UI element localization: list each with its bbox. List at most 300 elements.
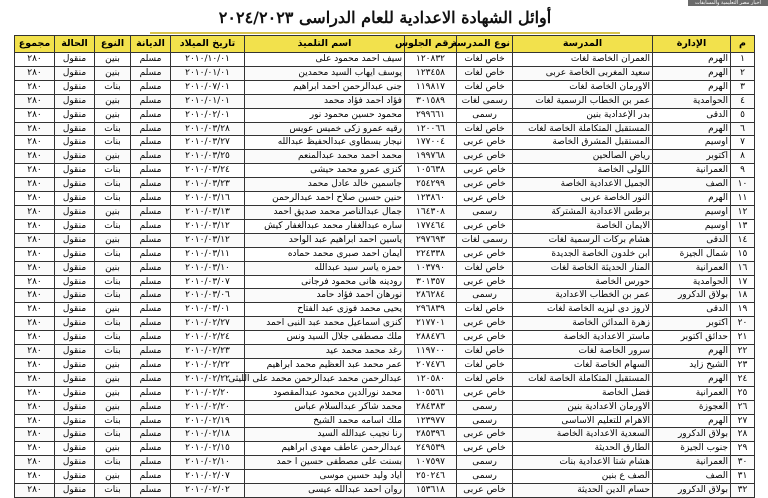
col-total-cell: ٢٨٠ [15, 331, 55, 345]
col-student-name-cell: نيجار بسطاوى عبدالحفيظ عبدالله [245, 136, 405, 150]
col-gender-cell: بنين [95, 205, 131, 219]
col-directorate-cell: الصف [653, 470, 731, 484]
table-row [15, 178, 755, 192]
col-religion-cell: مسلم [131, 122, 171, 136]
table-row [15, 331, 755, 345]
col-gender-cell: بنين [95, 66, 131, 80]
col-total-cell: ٢٨٠ [15, 192, 55, 206]
col-school-cell: الاورمان الاعدادية بنين [513, 400, 653, 414]
col-seat-number-cell: ١٢٣٨٦٠ [405, 192, 457, 206]
col-seat-number-cell: ٢٨٦٢٨٤ [405, 289, 457, 303]
col-directorate-cell: اوسيم [653, 205, 731, 219]
table-row [15, 164, 755, 178]
col-school-type-cell: خاص لغات [457, 80, 513, 94]
col-birth-date-cell: ٢٠١٠/٠٢/١٥ [171, 442, 245, 456]
col-seat-number-cell: ٢٨٤٣٨٣ [405, 400, 457, 414]
col-gender-cell: بنات [95, 317, 131, 331]
col-gender-cell: بنين [95, 108, 131, 122]
col-status-cell: منقول [55, 178, 95, 192]
col-total-cell: ٢٨٠ [15, 428, 55, 442]
col-school-cell: حسام الدين الحديثة [513, 484, 653, 498]
col-total-cell: ٢٨٠ [15, 247, 55, 261]
col-school-type-cell: خاص عربى [457, 317, 513, 331]
col-status-cell: منقول [55, 400, 95, 414]
col-status-cell: منقول [55, 442, 95, 456]
col-directorate-cell: الهرم [653, 53, 731, 67]
col-seat-number-cell: ٢١٧٧٠١ [405, 317, 457, 331]
table-row [15, 136, 755, 150]
col-birth-date-cell: ٢٠١٠/٠٣/١٠ [171, 261, 245, 275]
col-religion-cell: مسلم [131, 275, 171, 289]
col-school-type-cell: خاص لغات [457, 122, 513, 136]
col-school-cell: سعيد المغربى الخاصة عربى [513, 66, 653, 80]
table-row [15, 94, 755, 108]
col-gender-cell: بنات [95, 414, 131, 428]
corner-watermark-label: اخبار مصر التعليمية والمسابقات [688, 0, 768, 6]
col-school-type-cell: خاص عربى [457, 428, 513, 442]
col-religion-cell: مسلم [131, 164, 171, 178]
col-school-cell: اللولى الخاصة [513, 164, 653, 178]
col-school-cell: ماستر الاعدادية الخاصة [513, 331, 653, 345]
col-directorate-cell: العمرانية [653, 164, 731, 178]
col-student-name-cell: حمزه ياسر سيد عبدالله [245, 261, 405, 275]
col-directorate-cell: الحوامدية [653, 94, 731, 108]
col-school-cell: الايمان الخاصة [513, 219, 653, 233]
col-birth-date-cell: ٢٠١٠/٠٣/٢٤ [171, 164, 245, 178]
col-status-cell: منقول [55, 80, 95, 94]
col-total-cell: ٢٨٠ [15, 442, 55, 456]
col-index-cell: ٢ [731, 66, 755, 80]
col-index-cell: ١٢ [731, 205, 755, 219]
col-index-cell: ١٥ [731, 247, 755, 261]
col-birth-date-cell: ٢٠١٠/٠٢/١٨ [171, 428, 245, 442]
col-gender-cell: بنات [95, 178, 131, 192]
col-total-cell: ٢٨٠ [15, 400, 55, 414]
table-row [15, 428, 755, 442]
col-student-name-cell: بسنت على مصطفى حسين ا حمد [245, 456, 405, 470]
col-birth-date-cell: ٢٠١٠/٠٣/١٣ [171, 205, 245, 219]
col-gender-cell: بنات [95, 192, 131, 206]
col-directorate-cell: جنوب الجيزة [653, 442, 731, 456]
col-gender-cell: بنين [95, 442, 131, 456]
col-school-cell: المنار الحديثة الخاصة لغات [513, 261, 653, 275]
col-school-cell: الاورمان الخاصة لغات [513, 80, 653, 94]
table-row [15, 442, 755, 456]
col-school-cell: المستقبل المتكاملة الخاصة لغات [513, 372, 653, 386]
col-birth-date-cell: ٢٠١٠/٠٣/٠٦ [171, 289, 245, 303]
col-school-type-cell: خاص عربى [457, 150, 513, 164]
col-total-cell: ٢٨٠ [15, 484, 55, 498]
col-total-cell: ٢٨٠ [15, 470, 55, 484]
col-student-name-cell: رنا نجيب عبدالله السيد [245, 428, 405, 442]
col-index-cell: ٩ [731, 164, 755, 178]
col-index-cell: ٢٩ [731, 442, 755, 456]
col-seat-number-cell: ٢٤٩٥٣٩ [405, 442, 457, 456]
col-index-cell: ١٤ [731, 233, 755, 247]
col-directorate-cell: بولاق الدكرور [653, 428, 731, 442]
col-index-cell: ٣٠ [731, 456, 755, 470]
table-row [15, 80, 755, 94]
col-gender-cell: بنات [95, 456, 131, 470]
col-total-cell: ٢٨٠ [15, 94, 55, 108]
col-school-cell: هشام بركات الرسمية لغات [513, 233, 653, 247]
col-directorate-cell: اكتوبر [653, 317, 731, 331]
col-gender-cell: بنات [95, 247, 131, 261]
col-birth-date-cell: ٢٠١٠/٠١/٠١ [171, 66, 245, 80]
col-gender-cell: بنين [95, 150, 131, 164]
col-school-cell: هشام شتا الاعدادية بنات [513, 456, 653, 470]
col-index-cell: ٣١ [731, 470, 755, 484]
col-school-header: المدرسة [513, 36, 653, 53]
col-gender-cell: بنات [95, 122, 131, 136]
col-student-name-cell: محمد احمد محمد عبدالمنعم [245, 150, 405, 164]
col-religion-cell: مسلم [131, 80, 171, 94]
col-seat-number-cell: ٣٠١٥٨٩ [405, 94, 457, 108]
col-seat-number-cell: ١٠٥٥٦١ [405, 386, 457, 400]
col-gender-cell: بنات [95, 80, 131, 94]
col-birth-date-cell: ٢٠١٠/٠٢/١٩ [171, 414, 245, 428]
col-seat-number-cell: ٢٨٨٤٧٦ [405, 331, 457, 345]
col-school-cell: المستقبل المتكاملة الخاصة لغات [513, 122, 653, 136]
col-total-cell: ٢٨٠ [15, 358, 55, 372]
col-status-cell: منقول [55, 331, 95, 345]
table-row [15, 358, 755, 372]
col-total-cell: ٢٨٠ [15, 219, 55, 233]
col-gender-cell: بنات [95, 484, 131, 498]
col-school-cell: لاروز دى ليزيه الخاصة لغات [513, 303, 653, 317]
col-school-type-cell: خاص عربى [457, 164, 513, 178]
col-birth-date-cell: ٢٠١٠/٠٢/٢٠ [171, 386, 245, 400]
col-religion-cell: مسلم [131, 178, 171, 192]
col-school-type-cell: خاص لغات [457, 345, 513, 359]
col-directorate-cell: اكتوبر [653, 150, 731, 164]
col-school-type-cell: خاص عربى [457, 247, 513, 261]
col-status-cell: منقول [55, 53, 95, 67]
col-religion-cell: مسلم [131, 470, 171, 484]
col-school-type-cell: خاص عربى [457, 484, 513, 498]
col-school-type-cell: خاص لغات [457, 303, 513, 317]
col-school-cell: السهام الخاصة لغات [513, 358, 653, 372]
col-directorate-cell: الشيخ زايد [653, 358, 731, 372]
col-school-cell: عمر بن الخطاب الرسمية لغات [513, 94, 653, 108]
col-school-cell: رياض الصالحين [513, 150, 653, 164]
table-row [15, 456, 755, 470]
col-student-name-cell: نورهان احمد فؤاد حامد [245, 289, 405, 303]
col-index-cell: ٢١ [731, 331, 755, 345]
col-directorate-cell: العمرانية [653, 261, 731, 275]
col-religion-cell: مسلم [131, 192, 171, 206]
col-student-name-cell: عبدالرحمن عاطف مهدى ابراهيم [245, 442, 405, 456]
col-school-cell: حورس الخاصة [513, 275, 653, 289]
col-gender-cell: بنين [95, 261, 131, 275]
col-status-cell: منقول [55, 219, 95, 233]
col-school-type-cell: رسمى [457, 400, 513, 414]
col-total-cell: ٢٨٠ [15, 233, 55, 247]
col-status-cell: منقول [55, 108, 95, 122]
col-total-cell: ٢٨٠ [15, 275, 55, 289]
col-school-cell: بدر الإعدادية بنين [513, 108, 653, 122]
col-index-cell: ٨ [731, 150, 755, 164]
col-directorate-cell: الهرم [653, 192, 731, 206]
col-birth-date-cell: ٢٠١٠/٠٣/١٦ [171, 192, 245, 206]
table-row [15, 275, 755, 289]
col-index-cell: ١٦ [731, 261, 755, 275]
col-religion-cell: مسلم [131, 219, 171, 233]
col-school-type-cell: رسمى [457, 205, 513, 219]
col-school-type-cell: خاص عربى [457, 192, 513, 206]
col-school-cell: الصف ع بنين [513, 470, 653, 484]
col-school-type-cell: خاص عربى [457, 442, 513, 456]
col-seat-number-cell: ٢٥٠٢٤٦ [405, 470, 457, 484]
col-seat-number-cell: ١٢٠٨٣٢ [405, 53, 457, 67]
col-directorate-cell: العمرانية [653, 456, 731, 470]
col-status-cell: منقول [55, 205, 95, 219]
col-directorate-cell: العمرانية [653, 386, 731, 400]
col-index-cell: ١٧ [731, 275, 755, 289]
col-total-cell: ٢٨٠ [15, 372, 55, 386]
table-row [15, 372, 755, 386]
col-index-cell: ١٠ [731, 178, 755, 192]
col-seat-number-cell: ٢٥٤٢٩٩ [405, 178, 457, 192]
col-birth-date-cell: ٢٠١٠/٠٣/٢٨ [171, 122, 245, 136]
col-gender-header: النوع [95, 36, 131, 53]
col-directorate-cell: بولاق الدكرور [653, 289, 731, 303]
table-row [15, 247, 755, 261]
col-student-name-cell: ايمان احمد صبرى محمد حماده [245, 247, 405, 261]
col-gender-cell: بنات [95, 331, 131, 345]
col-total-cell: ٢٨٠ [15, 456, 55, 470]
col-birth-date-cell: ٢٠١٠/٠٢/٢٧ [171, 317, 245, 331]
col-status-cell: منقول [55, 122, 95, 136]
col-index-cell: ١ [731, 53, 755, 67]
col-student-name-cell: جنى عبدالرحمن احمد ابراهيم [245, 80, 405, 94]
col-index-cell: ٢٣ [731, 358, 755, 372]
col-index-cell: ٦ [731, 122, 755, 136]
col-status-cell: منقول [55, 428, 95, 442]
col-status-cell: منقول [55, 345, 95, 359]
col-birth-date-cell: ٢٠١٠/٠٣/٠١ [171, 303, 245, 317]
col-school-cell: الجميل الاعدادية الخاصة [513, 178, 653, 192]
col-directorate-cell: حدائق اكتوبر [653, 331, 731, 345]
col-gender-cell: بنين [95, 386, 131, 400]
col-total-cell: ٢٨٠ [15, 205, 55, 219]
col-gender-cell: بنات [95, 289, 131, 303]
col-birth-date-header: تاريخ الميلاد [171, 36, 245, 53]
col-birth-date-cell: ٢٠١٠/٠١/٠١ [171, 94, 245, 108]
col-index-cell: ٢٨ [731, 428, 755, 442]
col-seat-number-cell: ١٠٣٧٩٠ [405, 261, 457, 275]
col-student-name-cell: اياد وليد حسين موسى [245, 470, 405, 484]
col-directorate-cell: الهرم [653, 345, 731, 359]
col-school-type-cell: خاص عربى [457, 219, 513, 233]
col-directorate-cell: الهرم [653, 414, 731, 428]
col-status-header: الحالة [55, 36, 95, 53]
col-status-cell: منقول [55, 150, 95, 164]
col-seat-number-cell: ١٠٥٦٣٨ [405, 164, 457, 178]
col-index-cell: ١١ [731, 192, 755, 206]
col-school-type-cell: خاص لغات [457, 53, 513, 67]
table-body [15, 53, 755, 498]
col-student-name-cell: فؤاد احمد فؤاد محمد [245, 94, 405, 108]
col-school-type-cell: خاص عربى [457, 331, 513, 345]
col-status-cell: منقول [55, 261, 95, 275]
col-religion-cell: مسلم [131, 66, 171, 80]
table-row [15, 108, 755, 122]
col-total-cell: ٢٨٠ [15, 303, 55, 317]
col-total-cell: ٢٨٠ [15, 289, 55, 303]
col-total-cell: ٢٨٠ [15, 414, 55, 428]
col-gender-cell: بنات [95, 345, 131, 359]
col-index-cell: ٤ [731, 94, 755, 108]
col-religion-cell: مسلم [131, 358, 171, 372]
col-religion-cell: مسلم [131, 414, 171, 428]
col-status-cell: منقول [55, 233, 95, 247]
col-student-name-cell: رودينه هانى محمود فرجانى [245, 275, 405, 289]
table-row [15, 484, 755, 498]
col-seat-number-cell: ٣٠١٣٥٧ [405, 275, 457, 289]
col-index-cell: ١٣ [731, 219, 755, 233]
col-religion-cell: مسلم [131, 136, 171, 150]
col-directorate-cell: اوسيم [653, 219, 731, 233]
table-row [15, 317, 755, 331]
col-birth-date-cell: ٢٠١٠/٠٢/٢٢ [171, 358, 245, 372]
col-directorate-cell: الصف [653, 178, 731, 192]
table-row [15, 303, 755, 317]
col-student-name-cell: سيف احمد محمود على [245, 53, 405, 67]
col-seat-number-cell: ١١٩٧٠٠ [405, 345, 457, 359]
table-row [15, 261, 755, 275]
col-religion-cell: مسلم [131, 331, 171, 345]
col-religion-cell: مسلم [131, 205, 171, 219]
col-religion-cell: مسلم [131, 303, 171, 317]
col-student-name-cell: محمد شاكر عبدالسلام عباس [245, 400, 405, 414]
col-school-type-cell: خاص عربى [457, 178, 513, 192]
col-student-name-cell: جاسمين خالد عادل محمد [245, 178, 405, 192]
col-student-name-cell: كنزى عمرو محمد حيشى [245, 164, 405, 178]
col-religion-cell: مسلم [131, 53, 171, 67]
col-seat-number-header: رقم الجلوس [405, 36, 457, 53]
col-total-cell: ٢٨٠ [15, 386, 55, 400]
col-school-type-header: نوع المدرسة [457, 36, 513, 53]
col-directorate-cell: اوسيم [653, 136, 731, 150]
col-seat-number-cell: ١٩٩٧٦٨ [405, 150, 457, 164]
col-religion-cell: مسلم [131, 386, 171, 400]
col-school-type-cell: خاص لغات [457, 372, 513, 386]
col-student-name-cell: عبدالرحمن محمد عبدالرحمن محمد على الليثى [245, 372, 405, 386]
col-school-type-cell: رسمى [457, 289, 513, 303]
col-gender-cell: بنين [95, 303, 131, 317]
col-student-name-cell: محمد نورالدين محمود عبدالمقصود [245, 386, 405, 400]
col-birth-date-cell: ٢٠١٠/٠٣/٢٥ [171, 150, 245, 164]
col-religion-cell: مسلم [131, 456, 171, 470]
col-directorate-cell: الهرم [653, 80, 731, 94]
col-status-cell: منقول [55, 414, 95, 428]
col-seat-number-cell: ٢٨٥٣٩٦ [405, 428, 457, 442]
col-seat-number-cell: ٢٩٦٨٣٩ [405, 303, 457, 317]
col-total-cell: ٢٨٠ [15, 261, 55, 275]
table-row [15, 66, 755, 80]
table-row [15, 233, 755, 247]
col-gender-cell: بنين [95, 233, 131, 247]
col-index-header: م [731, 36, 755, 53]
col-seat-number-cell: ١٥٣٦١٨ [405, 484, 457, 498]
col-status-cell: منقول [55, 358, 95, 372]
col-birth-date-cell: ٢٠١٠/٠٢/٢٠ [171, 400, 245, 414]
col-seat-number-cell: ١٢٣٤٥٨ [405, 66, 457, 80]
col-school-type-cell: خاص لغات [457, 66, 513, 80]
col-student-name-cell: كنزى اسماعيل محمد عبد النبى احمد [245, 317, 405, 331]
table-header-row [15, 36, 755, 53]
col-directorate-cell: الهرم [653, 372, 731, 386]
col-birth-date-cell: ٢٠١٠/٠٧/٠١ [171, 80, 245, 94]
col-birth-date-cell: ٢٠١٠/٠٣/٢٣ [171, 178, 245, 192]
col-birth-date-cell: ٢٠١٠/٠٢/٠١ [171, 108, 245, 122]
col-status-cell: منقول [55, 136, 95, 150]
col-status-cell: منقول [55, 164, 95, 178]
col-birth-date-cell: ٢٠١٠/٠٢/١٠ [171, 456, 245, 470]
col-total-cell: ٢٨٠ [15, 53, 55, 67]
col-religion-cell: مسلم [131, 372, 171, 386]
col-seat-number-cell: ١٧٧٠٠٤ [405, 136, 457, 150]
col-student-name-cell: يوسف ايهاب السيد محمدين [245, 66, 405, 80]
col-school-cell: النور الخاصة عربى [513, 192, 653, 206]
col-school-cell: سرور الخاصة لغات [513, 345, 653, 359]
col-student-name-cell: رغد محمد محمد عيد [245, 345, 405, 359]
col-status-cell: منقول [55, 484, 95, 498]
col-religion-cell: مسلم [131, 108, 171, 122]
table-row [15, 470, 755, 484]
col-school-cell: ابن خلدون الخاصة الجديدة [513, 247, 653, 261]
col-total-cell: ٢٨٠ [15, 178, 55, 192]
table-row [15, 205, 755, 219]
col-gender-cell: بنين [95, 94, 131, 108]
col-student-name-cell: ساره عبدالغفار محمد عبدالغفار كيش [245, 219, 405, 233]
col-school-cell: زهرة المدائن الخاصة [513, 317, 653, 331]
col-student-name-cell: جمال عبدالناصر محمد صديق احمد [245, 205, 405, 219]
col-seat-number-cell: ١١٩٨١٧ [405, 80, 457, 94]
col-school-type-cell: رسمى لغات [457, 94, 513, 108]
col-religion-cell: مسلم [131, 289, 171, 303]
col-gender-cell: بنين [95, 400, 131, 414]
col-status-cell: منقول [55, 303, 95, 317]
col-student-name-cell: رقيه عمرو زكى خميس عويس [245, 122, 405, 136]
col-gender-cell: بنات [95, 428, 131, 442]
col-index-cell: ٢٠ [731, 317, 755, 331]
col-student-name-cell: حنين حسين صلاح احمد عبدالرحمن [245, 192, 405, 206]
col-religion-cell: مسلم [131, 247, 171, 261]
col-seat-number-cell: ٢٩٩٦٦١ [405, 108, 457, 122]
col-gender-cell: بنين [95, 470, 131, 484]
col-gender-cell: بنين [95, 372, 131, 386]
col-status-cell: منقول [55, 247, 95, 261]
col-birth-date-cell: ٢٠١٠/٠٢/٠٧ [171, 470, 245, 484]
page-title: أوائل الشهادة الاعدادية للعام الدراسى ٢٠٢٤/٢٠٢٣ [150, 4, 620, 34]
col-index-cell: ٣ [731, 80, 755, 94]
table-row [15, 150, 755, 164]
col-school-type-cell: رسمى [457, 414, 513, 428]
col-birth-date-cell: ٢٠١٠/٠٣/٠٧ [171, 275, 245, 289]
col-index-cell: ١٨ [731, 289, 755, 303]
col-seat-number-cell: ٢٢٤٣٣٨ [405, 247, 457, 261]
col-directorate-cell: الدقى [653, 303, 731, 317]
col-total-cell: ٢٨٠ [15, 150, 55, 164]
col-status-cell: منقول [55, 192, 95, 206]
col-index-cell: ٣٢ [731, 484, 755, 498]
col-school-cell: فضل الخاصة [513, 386, 653, 400]
col-school-type-cell: رسمى لغات [457, 233, 513, 247]
table-row [15, 219, 755, 233]
table-row [15, 53, 755, 67]
